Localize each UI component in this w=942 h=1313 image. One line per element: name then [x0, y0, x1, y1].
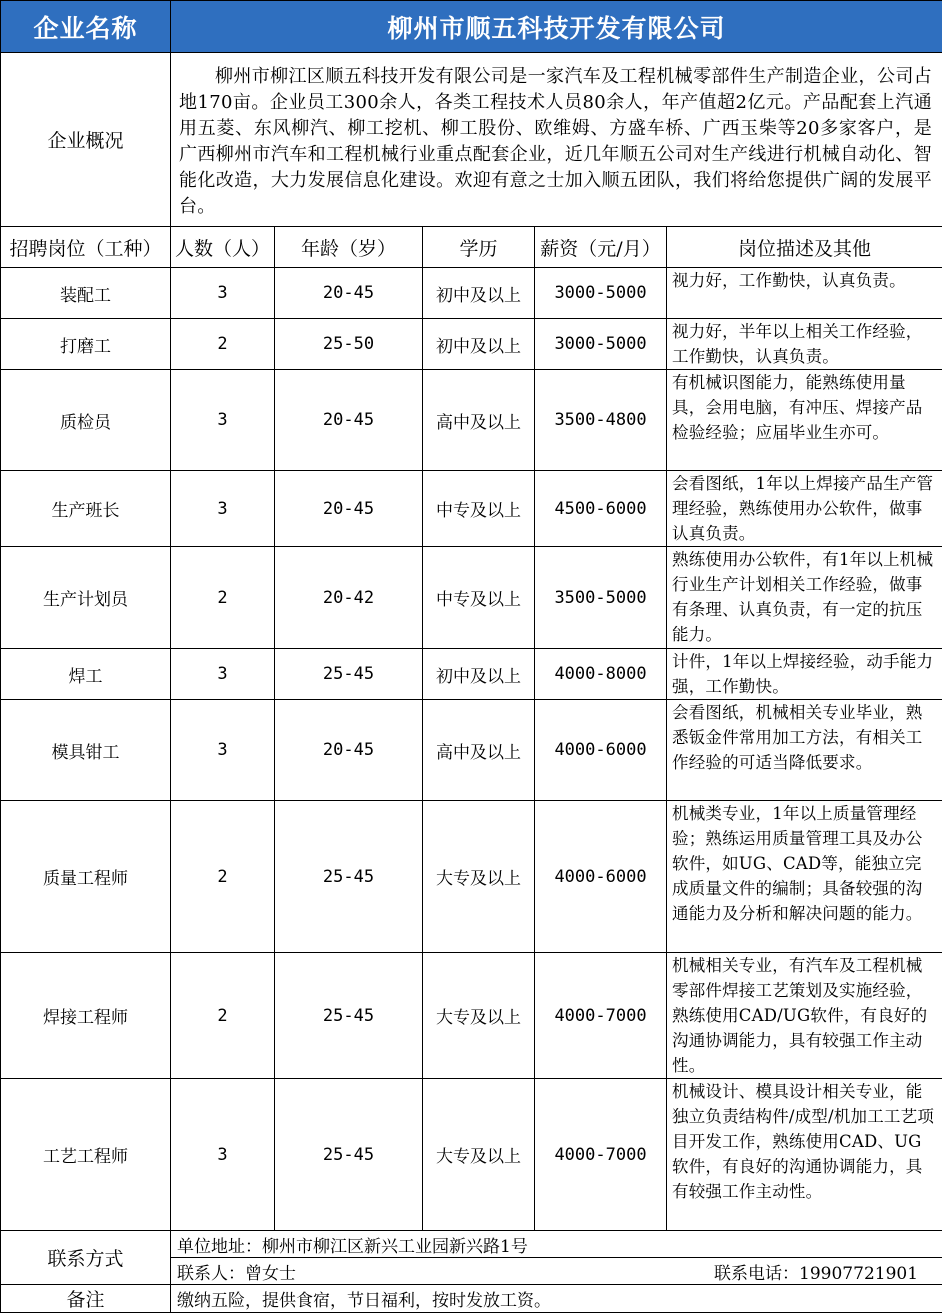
job-age: 25-45 — [275, 953, 423, 1079]
notes-text: 缴纳五险，提供食宿，节日福利，按时发放工资。 — [171, 1285, 942, 1313]
job-row — [1, 700, 942, 801]
job-description: 机械相关专业，有汽车及工程机械零部件焊接工艺策划及实施经验，熟练使用CAD/UG软件，有良好的沟通协调能力，具有较强工作主动性。 — [667, 953, 942, 1079]
job-count: 2 — [171, 801, 275, 953]
job-row — [1, 471, 942, 547]
job-count: 2 — [171, 319, 275, 370]
header-row — [1, 1, 942, 53]
job-count: 3 — [171, 649, 275, 700]
job-position: 打磨工 — [1, 319, 171, 370]
contact-row — [1, 1231, 942, 1258]
job-age: 20-45 — [275, 471, 423, 547]
job-position: 质检员 — [1, 370, 171, 471]
job-row — [1, 370, 942, 471]
job-position: 质量工程师 — [1, 801, 171, 953]
contact-address: 单位地址：柳州市柳江区新兴工业园新兴路1号 — [171, 1231, 942, 1258]
job-education: 大专及以上 — [423, 1079, 535, 1231]
company-label: 企业名称 — [1, 1, 171, 53]
job-education: 初中及以上 — [423, 649, 535, 700]
job-row — [1, 801, 942, 953]
job-age: 25-45 — [275, 801, 423, 953]
job-row — [1, 547, 942, 649]
job-education: 大专及以上 — [423, 953, 535, 1079]
job-education: 初中及以上 — [423, 268, 535, 319]
job-salary: 4000-6000 — [535, 700, 667, 801]
job-row — [1, 953, 942, 1079]
notes-row — [1, 1285, 942, 1313]
job-age: 20-45 — [275, 370, 423, 471]
contact-phone: 联系电话：19907721901 — [714, 1259, 936, 1284]
job-education: 初中及以上 — [423, 319, 535, 370]
col-count: 人数（人） — [171, 227, 275, 268]
job-count: 3 — [171, 700, 275, 801]
job-salary: 4500-6000 — [535, 471, 667, 547]
job-position: 焊接工程师 — [1, 953, 171, 1079]
job-age: 20-45 — [275, 268, 423, 319]
job-education: 高中及以上 — [423, 700, 535, 801]
job-description: 有机械识图能力，能熟练使用量具，会用电脑，有冲压、焊接产品检验经验；应届毕业生亦可。 — [667, 370, 942, 471]
overview-label: 企业概况 — [1, 53, 171, 227]
job-position: 生产班长 — [1, 471, 171, 547]
contact-person-phone — [171, 1258, 942, 1285]
contact-label: 联系方式 — [1, 1231, 171, 1285]
job-description: 会看图纸，1年以上焊接产品生产管理经验，熟练使用办公软件，做事认真负责。 — [667, 471, 942, 547]
company-name: 柳州市顺五科技开发有限公司 — [171, 1, 942, 53]
job-row — [1, 649, 942, 700]
job-education: 大专及以上 — [423, 801, 535, 953]
col-salary: 薪资（元/月） — [535, 227, 667, 268]
job-salary: 4000-7000 — [535, 953, 667, 1079]
job-salary: 4000-8000 — [535, 649, 667, 700]
job-description: 会看图纸，机械相关专业毕业，熟悉钣金件常用加工方法，有相关工作经验的可适当降低要求。 — [667, 700, 942, 801]
col-position: 招聘岗位（工种） — [1, 227, 171, 268]
job-row — [1, 319, 942, 370]
job-description: 熟练使用办公软件，有1年以上机械行业生产计划相关工作经验，做事有条理、认真负责，有一定的抗压能力。 — [667, 547, 942, 649]
col-education: 学历 — [423, 227, 535, 268]
job-count: 2 — [171, 547, 275, 649]
job-age: 20-42 — [275, 547, 423, 649]
job-description: 计件，1年以上焊接经验，动手能力强，工作勤快。 — [667, 649, 942, 700]
overview-row — [1, 53, 942, 227]
job-description: 机械类专业，1年以上质量管理经验；熟练运用质量管理工具及办公软件，如UG、CAD等，能独立完成质量文件的编制；具备较强的沟通能力及分析和解决问题的能力。 — [667, 801, 942, 953]
job-description: 机械设计、模具设计相关专业，能独立负责结构件/成型/机加工工艺项目开发工作，熟练使用CAD、UG软件，有良好的沟通协调能力，具有较强工作主动性。 — [667, 1079, 942, 1231]
job-count: 3 — [171, 471, 275, 547]
job-salary: 4000-7000 — [535, 1079, 667, 1231]
job-row — [1, 268, 942, 319]
job-count: 3 — [171, 1079, 275, 1231]
job-salary: 4000-6000 — [535, 801, 667, 953]
notes-label: 备注 — [1, 1285, 171, 1313]
col-description: 岗位描述及其他 — [667, 227, 942, 268]
job-age: 20-45 — [275, 700, 423, 801]
col-age: 年龄（岁） — [275, 227, 423, 268]
job-education: 高中及以上 — [423, 370, 535, 471]
job-position: 生产计划员 — [1, 547, 171, 649]
job-position: 模具钳工 — [1, 700, 171, 801]
job-age: 25-45 — [275, 1079, 423, 1231]
job-salary: 3500-5000 — [535, 547, 667, 649]
job-education: 中专及以上 — [423, 547, 535, 649]
overview-text: 柳州市柳江区顺五科技开发有限公司是一家汽车及工程机械零部件生产制造企业，公司占地170亩。企业员工300余人，各类工程技术人员80余人，年产值超2亿元。产品配套上汽通用五菱、东风柳汽、柳工挖机、柳工股份、欧维姆、方盛车桥、广西玉柴等20多家客户，是广西柳州市汽车和工程机械行业重点配套企业，近几年顺五公司对生产线进行机械自动化、智能化改造，大力发展信息化建设。欢迎有意之士加入顺五团队，我们将给您提供广阔的发展平台。 — [171, 53, 942, 227]
job-count: 3 — [171, 370, 275, 471]
job-age: 25-50 — [275, 319, 423, 370]
job-education: 中专及以上 — [423, 471, 535, 547]
job-description: 视力好，工作勤快，认真负责。 — [667, 268, 942, 319]
job-count: 3 — [171, 268, 275, 319]
job-count: 2 — [171, 953, 275, 1079]
job-position: 工艺工程师 — [1, 1079, 171, 1231]
job-position: 焊工 — [1, 649, 171, 700]
job-age: 25-45 — [275, 649, 423, 700]
contact-person: 联系人：曾女士 — [177, 1264, 296, 1284]
job-salary: 3000-5000 — [535, 268, 667, 319]
job-row — [1, 1079, 942, 1231]
job-position: 装配工 — [1, 268, 171, 319]
job-salary: 3500-4800 — [535, 370, 667, 471]
job-description: 视力好，半年以上相关工作经验，工作勤快，认真负责。 — [667, 319, 942, 370]
job-salary: 3000-5000 — [535, 319, 667, 370]
column-header-row — [1, 227, 942, 268]
